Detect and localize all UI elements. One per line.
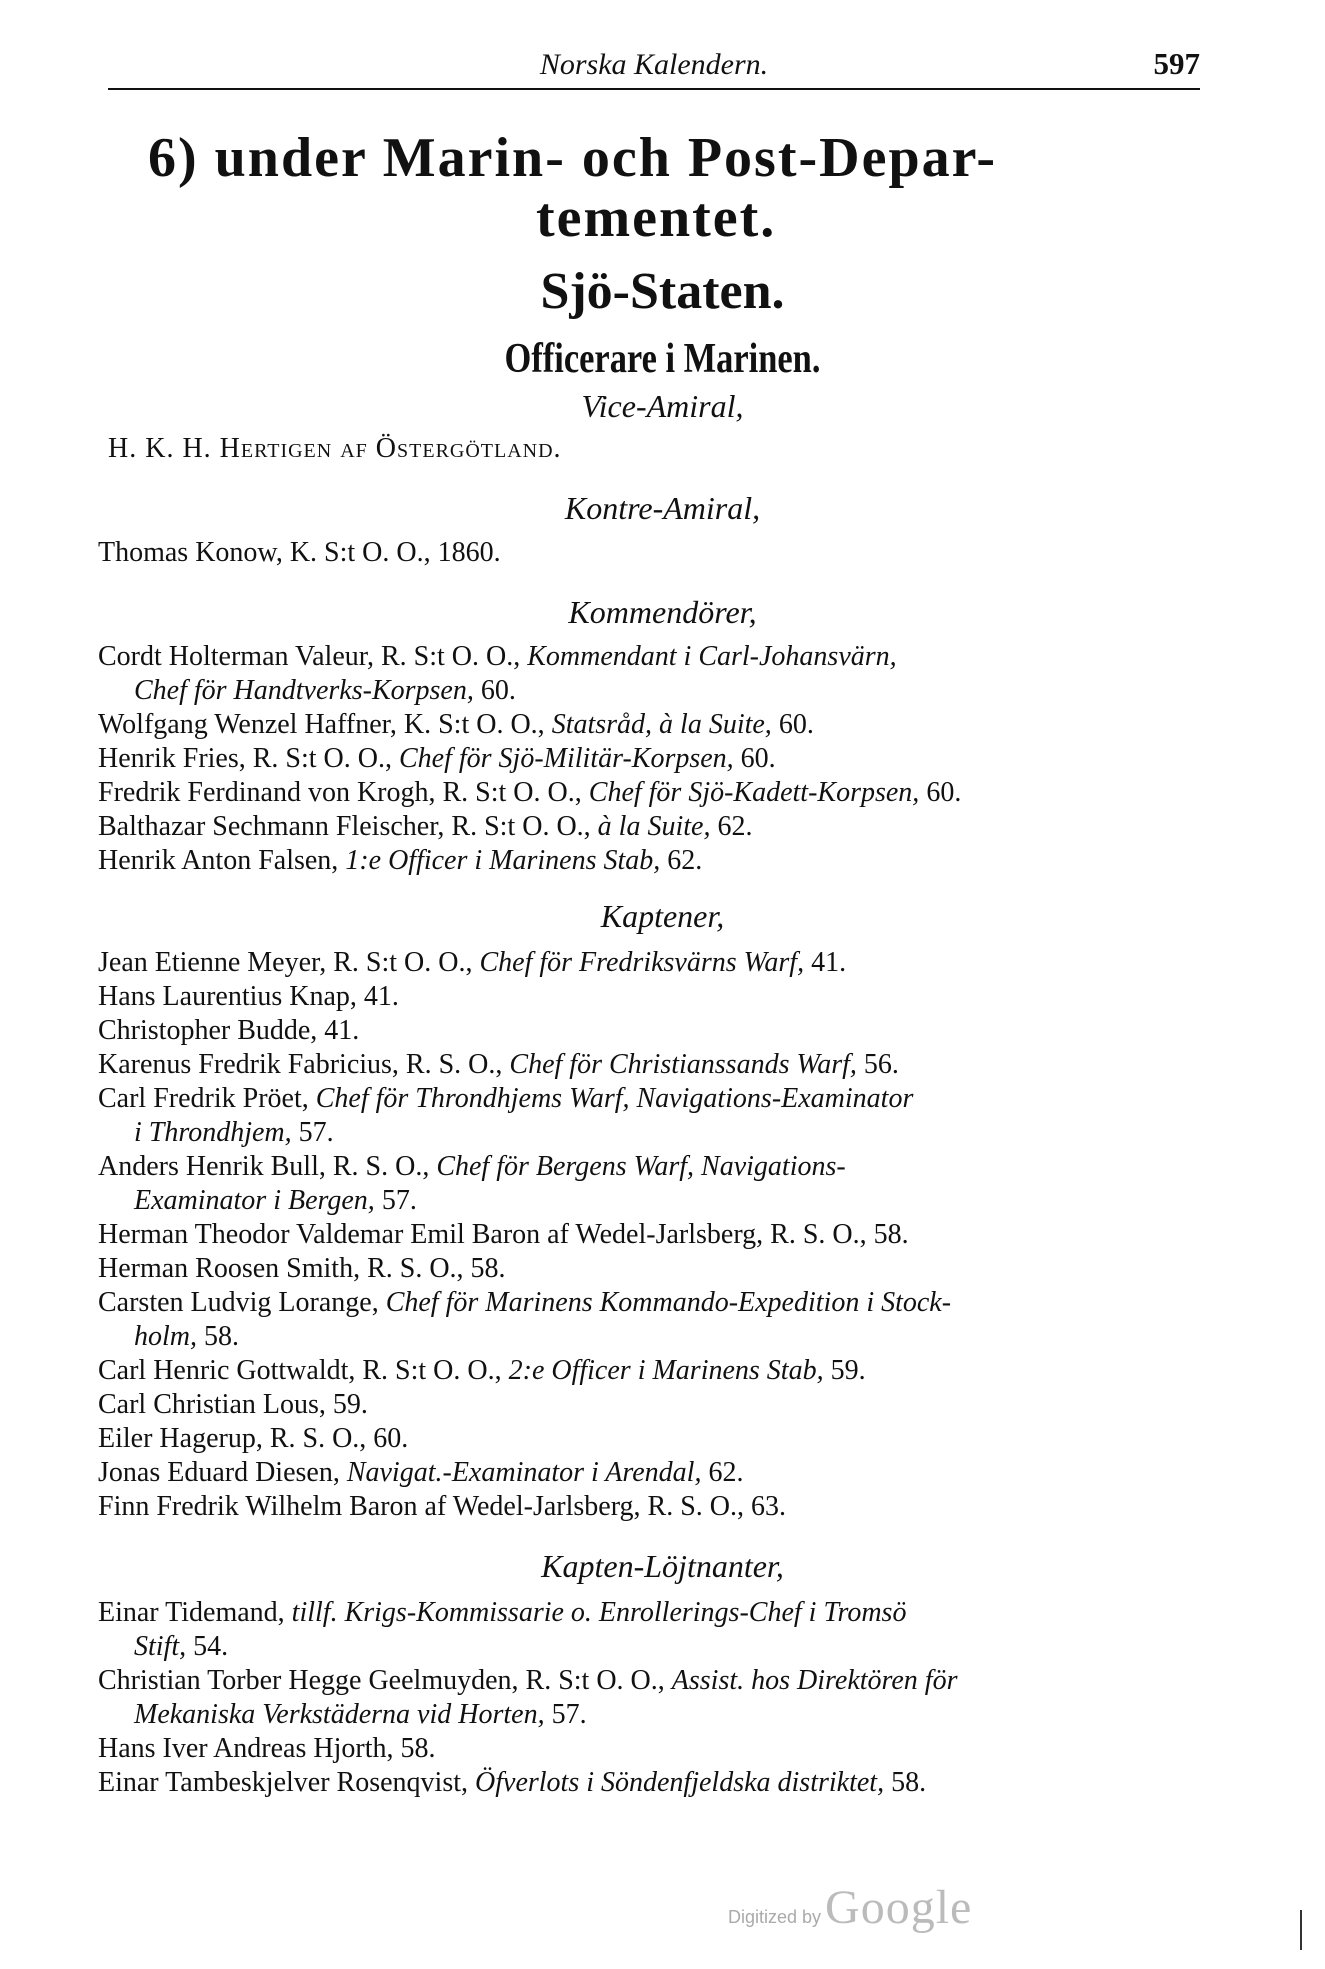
google-logo: Google	[825, 1881, 973, 1934]
list-item: Hans Iver Andreas Hjorth, 58.	[98, 1733, 436, 1764]
entry-text: Jean Etienne Meyer, R. S:t O. O.,	[98, 947, 473, 978]
entry-cont-tail: 54.	[193, 1631, 229, 1662]
entry-text: Einar Tidemand,	[98, 1597, 285, 1628]
entry-continuation	[98, 1320, 1202, 1354]
entry-text: Henrik Fries, R. S:t O. O.,	[98, 743, 392, 774]
entry-continuation	[98, 1184, 1202, 1218]
list-item: Eiler Hagerup, R. S. O., 60.	[98, 1423, 409, 1454]
list-item: Herman Theodor Valdemar Emil Baron af Wedel-Jarlsberg, R. S. O., 58.	[98, 1219, 909, 1250]
entry-tail: 56.	[863, 1049, 899, 1080]
entry-role: Kommendant i Carl-Johansvärn,	[527, 641, 897, 672]
running-head	[108, 42, 1200, 92]
entry-cont-tail: 58.	[204, 1321, 239, 1352]
section-heading-line2: tementet.	[536, 187, 777, 249]
entry-role: à la Suite,	[597, 811, 711, 842]
entry-role: Öfverlots i Söndenfjeldska distriktet,	[475, 1767, 885, 1798]
entry-text: Cordt Holterman Valeur, R. S:t O. O.,	[98, 641, 521, 672]
entry-role: tillf. Krigs-Kommissarie o. Enrollerings-Chef i Tromsö	[291, 1597, 907, 1628]
entry-tail: 60.	[740, 743, 776, 774]
section-heading	[148, 128, 1198, 248]
list-item	[98, 776, 1202, 810]
entry-cont-tail: 57.	[298, 1117, 334, 1148]
entry-tail: 41.	[811, 947, 847, 978]
entry-cont-text: Chef för Handtverks-Korpsen,	[134, 675, 474, 706]
entry-cont-text: holm,	[134, 1321, 197, 1352]
entry-continuation	[98, 1698, 1202, 1732]
entry-cont-tail: 57.	[381, 1185, 417, 1216]
entry-role: Navigat.-Examinator i Arendal,	[346, 1457, 702, 1488]
list-item	[98, 1664, 1202, 1732]
entry-role: Chef för Throndhjems Warf, Navigations-Examinator	[315, 1083, 914, 1114]
entry-text: Carl Henric Gottwaldt, R. S:t O. O.,	[98, 1355, 502, 1386]
entry-tail: 60.	[926, 777, 962, 808]
entry-role: 2:e Officer i Marinens Stab,	[508, 1355, 824, 1386]
entry-cont-text: i Throndhjem,	[134, 1117, 292, 1148]
list-item	[98, 946, 1202, 980]
entry-role: Chef för Bergens Warf, Navigations-	[436, 1151, 846, 1182]
entry-text: Einar Tambeskjelver Rosenqvist,	[98, 1767, 469, 1798]
list-item: H. K. H. Hertigen af Östergötland.	[108, 433, 562, 464]
scan-edge-mark	[1300, 1910, 1302, 1950]
digitized-watermark	[728, 1880, 972, 1940]
entry-text: Fredrik Ferdinand von Krogh, R. S:t O. O.,	[98, 777, 582, 808]
entry-role: Statsråd, à la Suite,	[551, 709, 772, 740]
page-number: 597	[1153, 46, 1200, 81]
entry-text: Wolfgang Wenzel Haffner, K. S:t O. O.,	[98, 709, 545, 740]
list-item: Herman Roosen Smith, R. S. O., 58.	[98, 1253, 506, 1284]
entry-role: Chef för Christianssands Warf,	[509, 1049, 857, 1080]
entry-role: Chef för Sjö-Kadett-Korpsen,	[588, 777, 920, 808]
entry-role: Assist. hos Direktören för	[671, 1665, 958, 1696]
entry-cont-tail: 60.	[480, 675, 516, 706]
list-item	[98, 810, 1202, 844]
list-item	[98, 742, 1202, 776]
list-item	[98, 640, 1202, 708]
header-rule	[108, 88, 1200, 90]
group-heading: Officerare i Marinen.	[504, 336, 821, 382]
list-item: Thomas Konow, K. S:t O. O., 1860.	[98, 537, 501, 568]
entry-text: Carl Fredrik Pröet,	[98, 1083, 309, 1114]
rank-heading-captain-lieutenants: Kapten-Löjtnanter,	[541, 1548, 784, 1584]
entry-text: Anders Henrik Bull, R. S. O.,	[98, 1151, 430, 1182]
entry-continuation	[98, 1630, 1202, 1664]
entry-continuation	[98, 1116, 1202, 1150]
entry-text: Henrik Anton Falsen,	[98, 845, 339, 876]
section-heading-line1: 6) under Marin- och Post-Depar-	[148, 127, 998, 189]
list-item	[98, 1354, 1202, 1388]
entry-tail: 59.	[830, 1355, 866, 1386]
list-item	[98, 1150, 1202, 1218]
list-item: Christopher Budde, 41.	[98, 1015, 360, 1046]
rank-heading-vice-admiral: Vice-Amiral,	[581, 388, 744, 424]
entry-continuation	[98, 674, 1202, 708]
list-item: Hans Laurentius Knap, 41.	[98, 981, 399, 1012]
list-item	[98, 844, 1202, 878]
entry-text: Jonas Eduard Diesen,	[98, 1457, 340, 1488]
rank-heading-commodores: Kommendörer,	[568, 594, 757, 630]
running-title: Norska Kalendern.	[539, 48, 769, 81]
entry-role: Chef för Sjö-Militär-Korpsen,	[399, 743, 734, 774]
entry-text: Carsten Ludvig Lorange,	[98, 1287, 379, 1318]
digitized-label: Digitized by	[728, 1907, 822, 1927]
entry-text: Karenus Fredrik Fabricius, R. S. O.,	[98, 1049, 503, 1080]
entry-cont-text: Stift,	[134, 1631, 187, 1662]
rank-heading-captains: Kaptener,	[600, 898, 725, 934]
entry-role: Chef för Fredriksvärns Warf,	[479, 947, 805, 978]
subsection-heading: Sjö-Staten.	[540, 263, 785, 320]
entry-cont-text: Mekaniska Verkstäderna vid Horten,	[134, 1699, 545, 1730]
list-item	[98, 1456, 1202, 1490]
entry-tail: 60.	[778, 709, 814, 740]
list-item	[98, 708, 1202, 742]
list-item	[98, 1596, 1202, 1664]
entry-role: Chef för Marinens Kommando-Expedition i Stock-	[385, 1287, 952, 1318]
list-item	[98, 1082, 1202, 1150]
list-item	[98, 1766, 1202, 1800]
list-item	[98, 1286, 1202, 1354]
entry-text: Christian Torber Hegge Geelmuyden, R. S:t O. O.,	[98, 1665, 665, 1696]
entry-role: 1:e Officer i Marinens Stab,	[345, 845, 661, 876]
list-item: Carl Christian Lous, 59.	[98, 1389, 368, 1420]
rank-heading-rear-admiral: Kontre-Amiral,	[564, 490, 761, 526]
entry-tail: 62.	[708, 1457, 744, 1488]
entry-cont-tail: 57.	[551, 1699, 587, 1730]
entry-text: Balthazar Sechmann Fleischer, R. S:t O. O.,	[98, 811, 591, 842]
entry-tail: 62.	[667, 845, 703, 876]
entry-tail: 58.	[891, 1767, 927, 1798]
entry-tail: 62.	[717, 811, 753, 842]
list-item	[98, 1048, 1202, 1082]
list-item: Finn Fredrik Wilhelm Baron af Wedel-Jarlsberg, R. S. O., 63.	[98, 1491, 786, 1522]
entry-cont-text: Examinator i Bergen,	[134, 1185, 375, 1216]
